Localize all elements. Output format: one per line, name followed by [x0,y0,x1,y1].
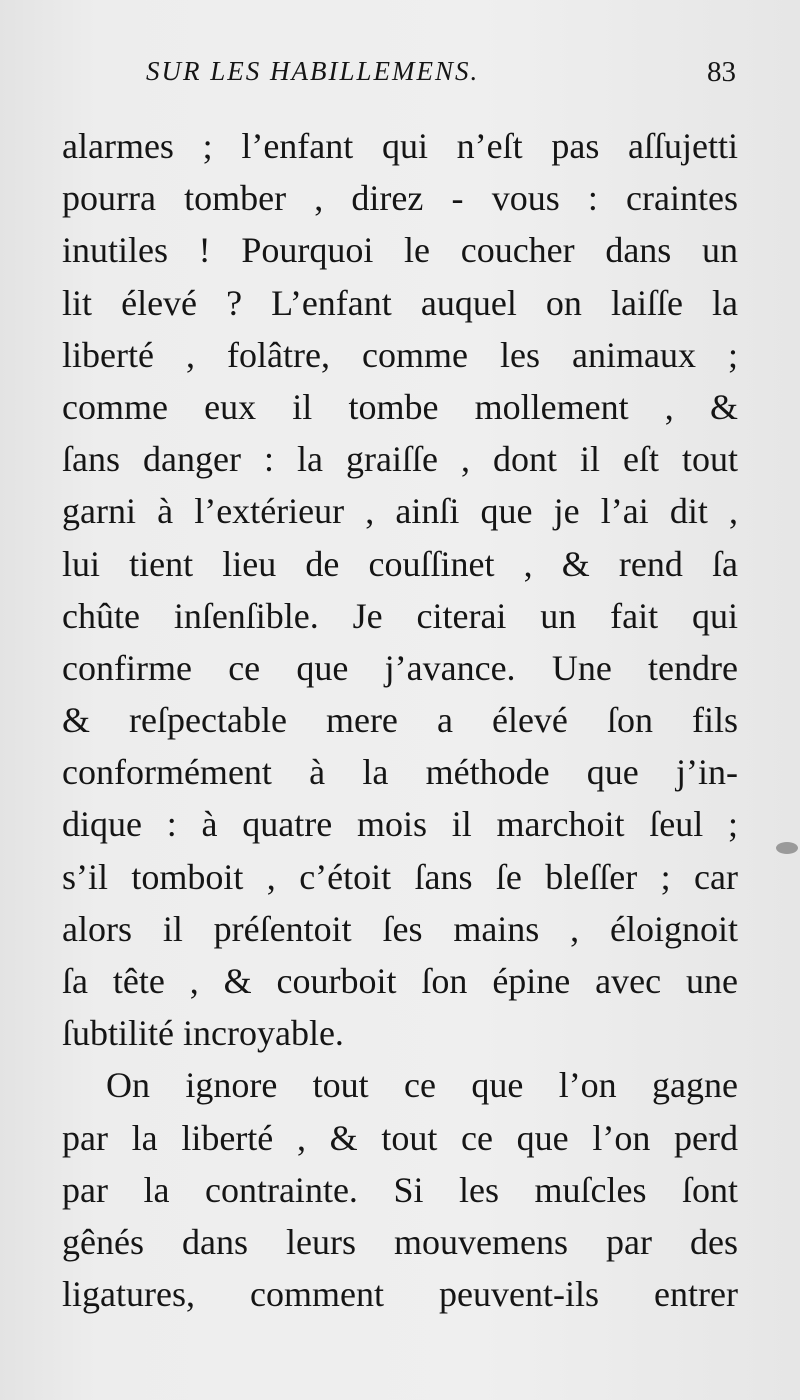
text-line: comme eux il tombe mollement , & [62,386,738,427]
text-line: garni à l’extérieur , ainſi que je l’ai dit , [62,491,738,532]
text-line: liberté , folâtre, comme les animaux ; [62,334,738,375]
body-text [62,120,738,1320]
text-line: ligatures, comment peuvent-ils entrer [62,1274,738,1315]
text-line: alarmes ; l’enfant qui n’eſt pas aſſujetti [62,126,738,166]
text-line: pourra tomber , direz - vous : craintes [62,178,738,219]
text-line: inutiles ! Pourquoi le coucher dans un [62,230,738,271]
page-header [146,56,736,96]
text-line: dique : à quatre mois il marchoit ſeul ; [62,804,738,845]
text-line: confirme ce que j’avance. Une tendre [62,647,738,688]
text-line: chûte inſenſible. Je citerai un fait qui [62,595,738,636]
text-line: ſa tête , & courboit ſon épine avec une [62,961,738,1001]
text-line: lit élevé ? L’enfant auquel on laiſſe la [62,282,738,323]
paragraph-end-line: ſubtilité incroyable. [62,1013,344,1054]
text-line: & reſpectable mere a élevé ſon fils [62,700,738,741]
text-line: lui tient lieu de couſſinet , & rend ſa [62,543,738,584]
text-line: par la liberté , & tout ce que l’on perd [62,1117,738,1158]
text-line: alors il préſentoit ſes mains , éloignoit [62,908,738,949]
text-line: gênés dans leurs mouvemens par des [62,1221,738,1262]
text-line: conformément à la méthode que j’in- [62,752,738,793]
text-line: ſans danger : la graiſſe , dont il eſt tout [62,439,738,480]
text-line: par la contrainte. Si les muſcles ſont [62,1169,738,1210]
text-line: s’il tomboit , c’étoit ſans ſe bleſſer ; car [62,856,738,897]
paragraph-start-line: On ignore tout ce que l’on gagne [106,1065,738,1106]
ink-spot [776,842,798,854]
page-number: 83 [707,56,736,88]
running-head: SUR LES HABILLEMENS. [146,56,480,86]
